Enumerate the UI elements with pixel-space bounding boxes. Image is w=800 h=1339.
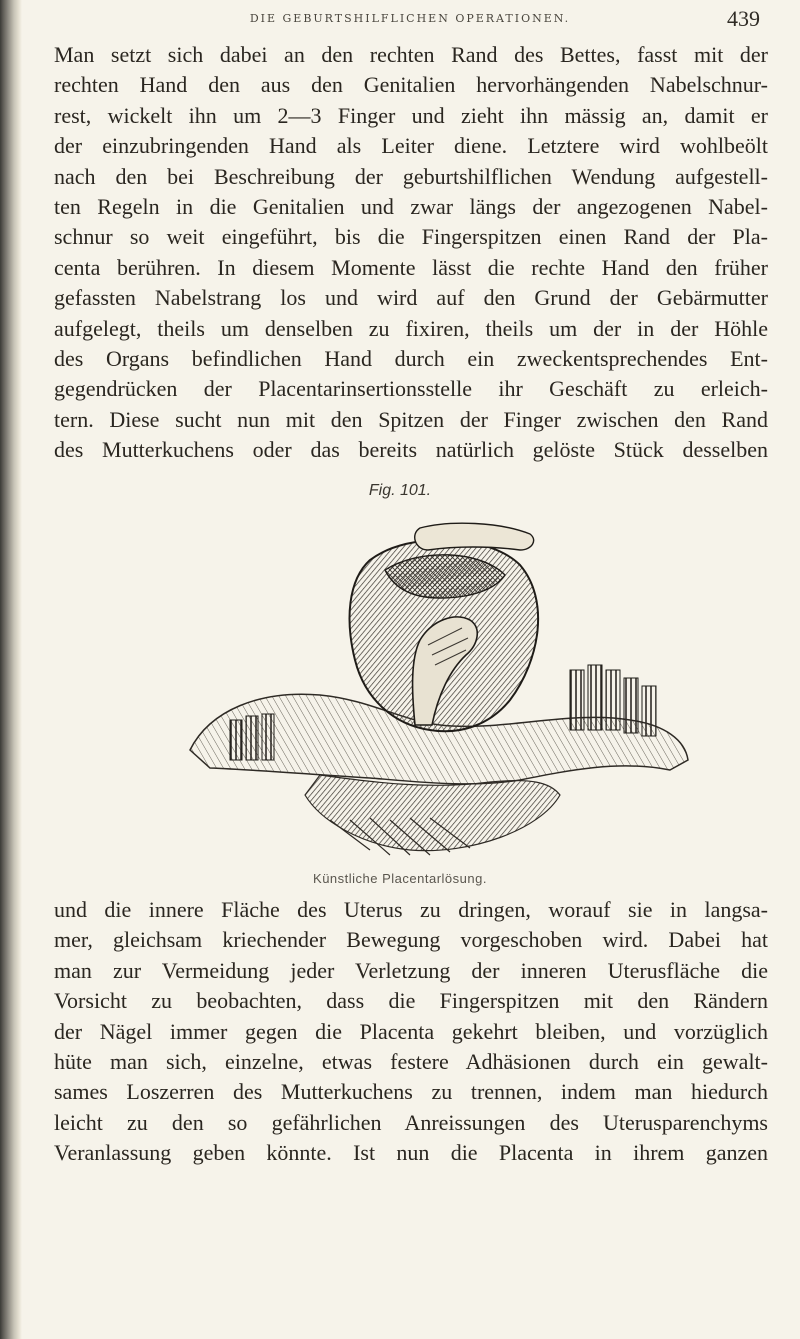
lower-shading	[305, 775, 560, 851]
text-line: des Mutterkuchens oder das bereits natürlich gelöste Stück desselben	[54, 437, 768, 463]
external-hand-shape	[415, 523, 534, 550]
spine-columns	[570, 665, 656, 736]
text-line: aufgelegt, theils um denselben zu fixiren, theils um der in der Höhle	[54, 315, 768, 341]
text-line: tern. Diese sucht nun mit den Spitzen der Finger zwischen den Rand	[54, 406, 768, 432]
text-line: ten Regeln in die Genitalien und zwar längs der angezogenen Nabel-	[54, 193, 768, 219]
anatomical-engraving-figure	[170, 520, 690, 870]
text-line: gegendrücken der Placentarinsertionsstelle ihr Geschäft zu erleich-	[54, 376, 768, 402]
text-line: der einzubringenden Hand als Leiter diene. Letztere wird wohlbeölt	[54, 133, 768, 159]
text-line: mer, gleichsam kriechender Bewegung vorgeschoben wird. Dabei hat	[54, 927, 768, 953]
paragraph-bottom	[54, 895, 768, 1169]
text-line: der Nägel immer gegen die Placenta gekehrt bleiben, und vorzüglich	[54, 1018, 768, 1044]
figure-caption: Künstliche Placentarlösung.	[313, 871, 487, 886]
thigh-ridges	[230, 714, 274, 760]
text-line: Man setzt sich dabei an den rechten Rand des Bettes, fasst mit der	[54, 42, 768, 67]
text-line: rechten Hand den aus den Genitalien hervorhängenden Nabelschnur-	[54, 72, 768, 98]
figure-label: Fig. 101.	[368, 482, 432, 499]
book-binding-edge	[0, 0, 22, 1339]
text-line: sames Loszerren des Mutterkuchens zu trennen, indem man hiedurch	[54, 1079, 768, 1105]
text-line: und die innere Fläche des Uterus zu dringen, worauf sie in langsa-	[54, 897, 768, 922]
text-line: gefassten Nabelstrang los und wird auf den Grund der Gebärmutter	[54, 285, 768, 311]
text-line: Vorsicht zu beobachten, dass die Fingerspitzen mit den Rändern	[54, 988, 768, 1014]
running-title: DIE GEBURTSHILFLICHEN OPERATIONEN.	[249, 12, 571, 25]
text-line: Veranlassung geben könnte. Ist nun die Placenta in ihrem ganzen	[54, 1140, 768, 1166]
text-line: rest, wickelt ihn um 2—3 Finger und zieht ihn mässig an, damit er	[54, 102, 768, 128]
text-line: hüte man sich, einzelne, etwas festere Adhäsionen durch ein gewalt-	[54, 1048, 768, 1074]
text-line: centa berühren. In diesem Momente lässt die rechte Hand den früher	[54, 254, 768, 280]
running-head	[60, 6, 760, 36]
page-number: 439	[727, 6, 760, 31]
paragraph-top	[54, 40, 768, 465]
text-line: des Organs befindlichen Hand durch ein zweckentsprechendes Ent-	[54, 345, 768, 371]
text-line: nach den bei Beschreibung der geburtshilflichen Wendung aufgestell-	[54, 163, 768, 189]
text-line: leicht zu den so gefährlichen Anreissungen des Uterusparenchyms	[54, 1109, 768, 1135]
text-line: schnur so weit eingeführt, bis die Fingerspitzen einen Rand der Pla-	[54, 224, 768, 250]
text-line: man zur Vermeidung jeder Verletzung der inneren Uterusfläche die	[54, 957, 768, 983]
engraving-illustration	[170, 520, 690, 870]
